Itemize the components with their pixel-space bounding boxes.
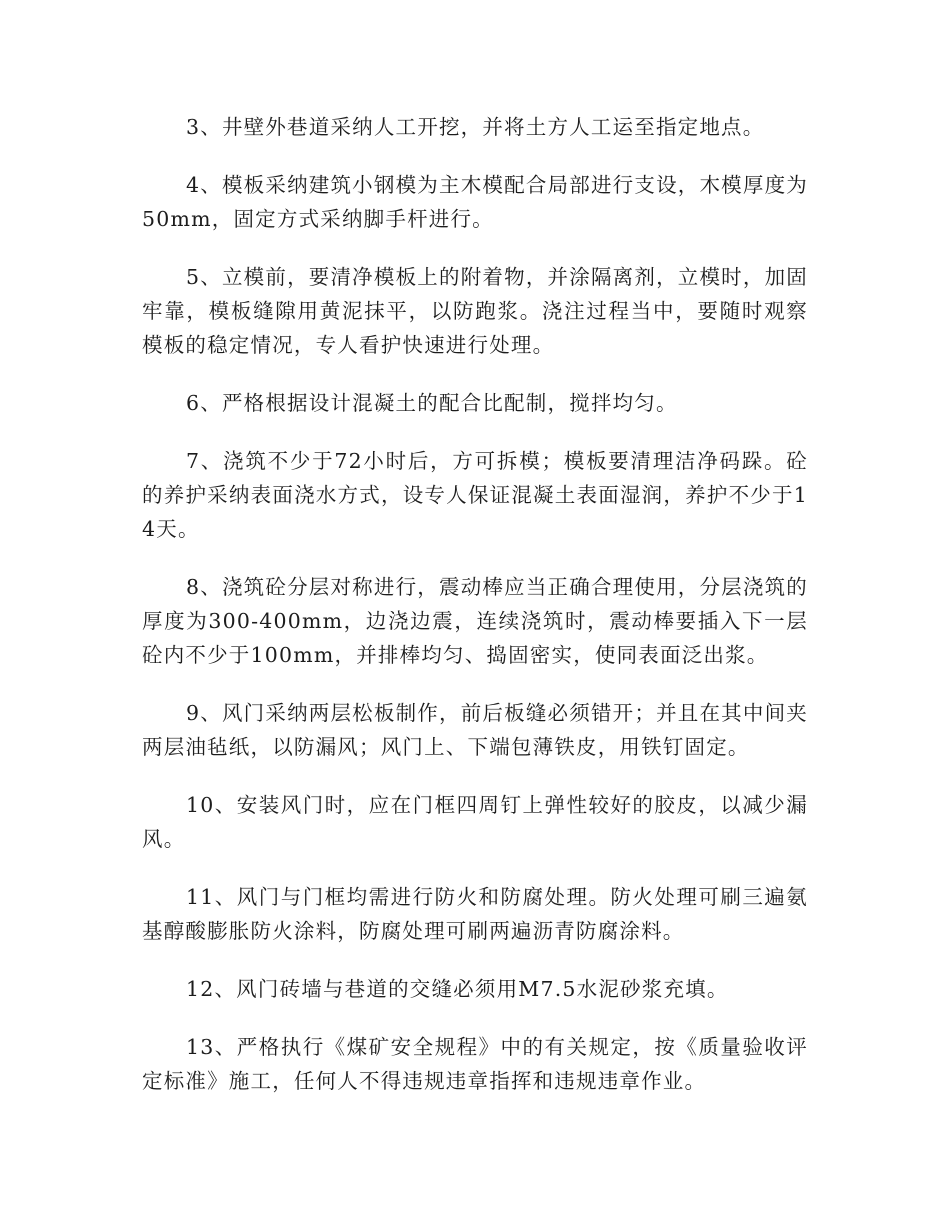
- paragraph-item-8: 8、浇筑砼分层对称进行，震动棒应当正确合理使用，分层浇筑的厚度为300-400mm，边浇边震，连续浇筑时，震动棒要插入下一层砼内不少于100mm，并排棒均匀、捣固密实，使同表面泛出浆。: [142, 575, 808, 667]
- paragraph-item-7: 7、浇筑不少于72小时后，方可拆模；模板要清理洁净码跺。砼的养护采纳表面浇水方式，设专人保证混凝土表面湿润，养护不少于14天。: [142, 449, 808, 541]
- paragraph-item-5: 5、立模前，要清净模板上的附着物，并涂隔离剂，立模时，加固牢靠，模板缝隙用黄泥抹平，以防跑浆。浇注过程当中，要随时观察模板的稳定情况，专人看护快速进行处理。: [142, 265, 808, 357]
- document-body: [142, 110, 808, 1122]
- paragraph-item-10: 10、安装风门时，应在门框四周钉上弹性较好的胶皮，以减少漏风。: [142, 793, 808, 851]
- paragraph-item-4: 4、模板采纳建筑小钢模为主木模配合局部进行支设，木模厚度为50mm，固定方式采纳脚手杆进行。: [142, 173, 808, 231]
- paragraph-item-6: 6、严格根据设计混凝土的配合比配制，搅拌均匀。: [186, 391, 678, 415]
- paragraph-item-3: 3、井壁外巷道采纳人工开挖，并将土方人工运至指定地点。: [186, 115, 765, 139]
- paragraph-item-13: 13、严格执行《煤矿安全规程》中的有关规定，按《质量验收评定标准》施工，任何人不得违规违章指挥和违规违章作业。: [142, 1035, 808, 1093]
- paragraph-item-11: 11、风门与门框均需进行防火和防腐处理。防火处理可刷三遍氨基醇酸膨胀防火涂料，防腐处理可刷两遍沥青防腐涂料。: [142, 885, 808, 943]
- paragraph-item-9: 9、风门采纳两层松板制作，前后板缝必须错开；并且在其中间夹两层油毡纸，以防漏风；风门上、下端包薄铁皮，用铁钉固定。: [142, 701, 808, 759]
- paragraph-item-12: 12、风门砖墙与巷道的交缝必须用M7.5水泥砂浆充填。: [186, 977, 729, 1001]
